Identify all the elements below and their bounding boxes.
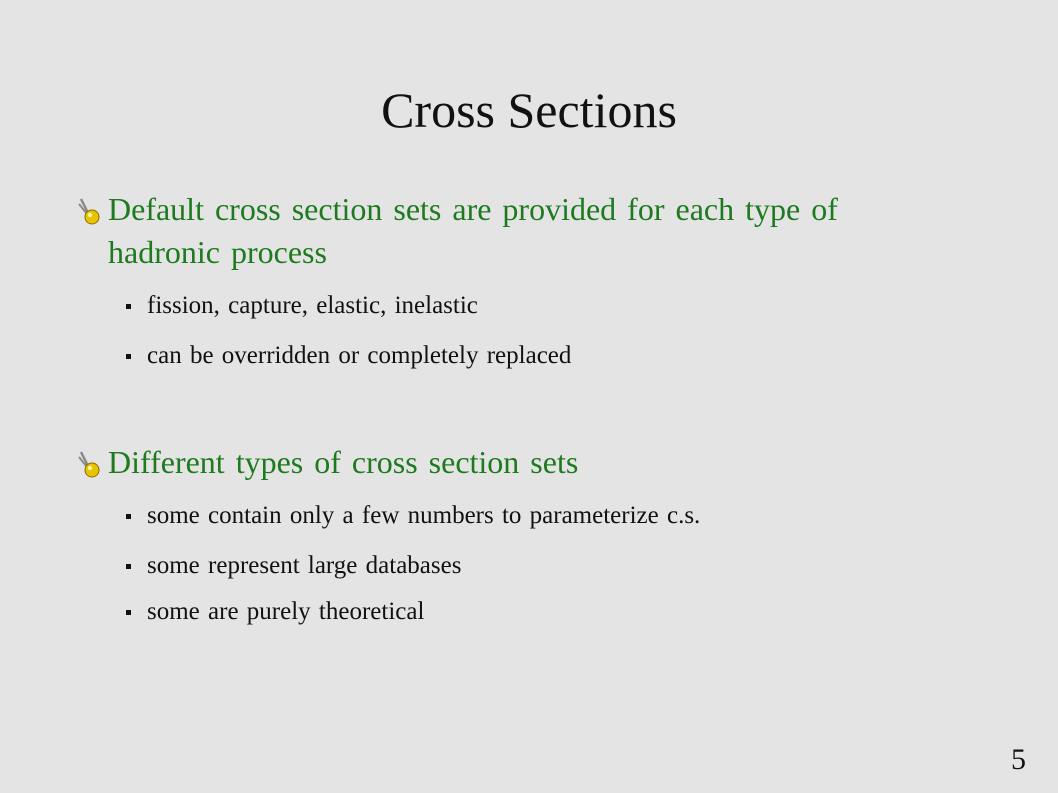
feather-bullet-icon	[78, 451, 102, 479]
sub-item-text: some are purely theoretical	[147, 598, 425, 625]
sub-item	[126, 500, 886, 532]
bullet-item-default-cross-sections	[78, 188, 858, 274]
bullet-text: Different types of cross section sets	[108, 444, 579, 480]
sub-item-text: some represent large databases	[147, 552, 462, 579]
sub-item-text: fission, capture, elastic, inelastic	[147, 292, 478, 319]
square-bullet-icon	[126, 514, 131, 519]
page-number: 5	[1011, 743, 1026, 776]
bullet-item-different-types	[78, 441, 858, 484]
sub-item	[126, 340, 886, 372]
square-bullet-icon	[126, 564, 131, 569]
sub-item-text: can be overridden or completely replaced	[147, 342, 572, 369]
sub-item	[126, 290, 886, 322]
square-bullet-icon	[126, 304, 131, 309]
square-bullet-icon	[126, 610, 131, 615]
sub-item-text: some contain only a few numbers to parameterize c.s.	[147, 502, 701, 529]
bullet-text: Default cross section sets are provided for each type of hadronic process	[108, 191, 838, 270]
sub-item	[126, 596, 886, 628]
feather-bullet-icon	[78, 198, 102, 226]
slide-title: Cross Sections	[381, 82, 677, 138]
sub-item	[126, 550, 886, 582]
square-bullet-icon	[126, 354, 131, 359]
